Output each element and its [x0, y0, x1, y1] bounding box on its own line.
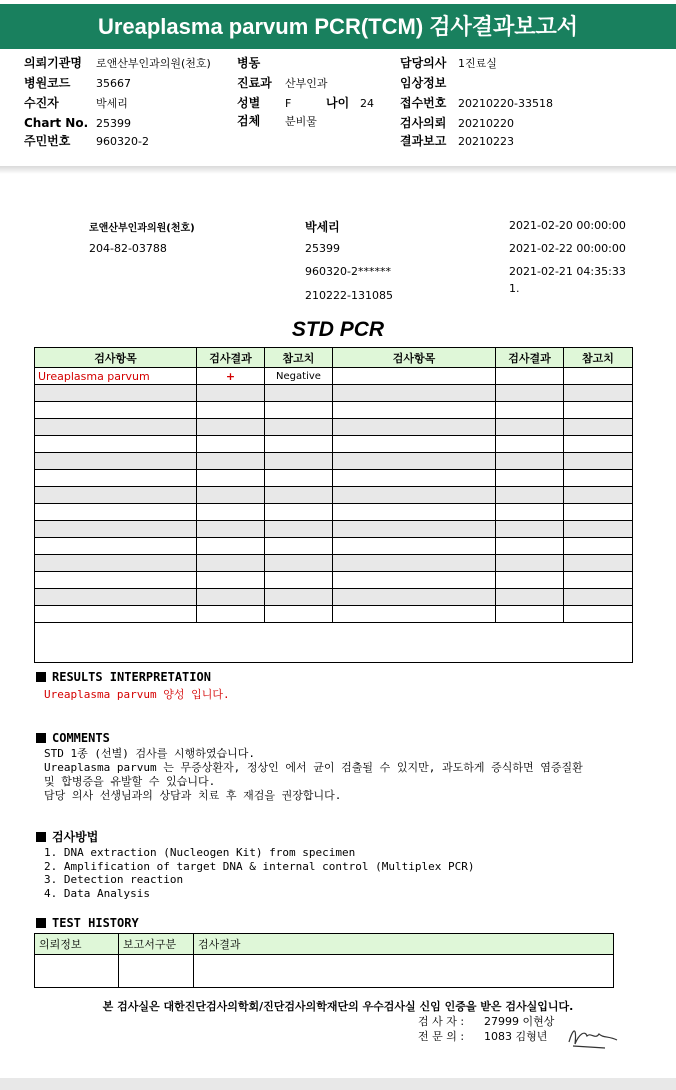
history-table: [34, 933, 614, 988]
column-header: 검사항목: [333, 348, 496, 368]
field-receipt-no: 접수번호 20210220-33518: [400, 96, 553, 110]
date-3: 2021-02-21 04:35:33: [509, 265, 626, 278]
method-heading: 검사방법: [36, 828, 98, 845]
field-doctor: 담당의사 1진료실: [400, 56, 497, 70]
field-rrn: 주민번호 960320-2: [24, 134, 149, 148]
business-number: 204-82-03788: [89, 242, 167, 255]
method-line: 1. DNA extraction (Nucleogen Kit) from specimen: [44, 846, 356, 859]
certification-statement: 본 검사실은 대한진단검사의학회/진단검사의학재단의 우수검사실 신임 인증을 받은 검사실입니다.: [102, 1000, 574, 1013]
signature-icon: [565, 1022, 623, 1050]
column-header: 보고서구분: [119, 934, 194, 955]
table-row: [35, 385, 633, 402]
comment-line: STD 1종 (선별) 검사를 시행하였습니다.: [44, 747, 255, 760]
field-ward: 병동: [237, 56, 261, 70]
date-2: 2021-02-22 00:00:00: [509, 242, 626, 255]
patient-name: 박세리: [305, 220, 340, 234]
patient-rrn: 960320-2******: [305, 265, 391, 278]
method-line: 2. Amplification of target DNA & internal control (Multiplex PCR): [44, 860, 475, 873]
table-row: [35, 623, 633, 663]
table-row: [35, 487, 633, 504]
column-header: 검사결과: [194, 934, 614, 955]
specialist-value: 1083 김형년: [484, 1030, 548, 1043]
table-row: [35, 606, 633, 623]
test-result-cell: +: [197, 368, 265, 385]
column-header: 검사결과: [496, 348, 564, 368]
table-row: [35, 555, 633, 572]
header-divider: [0, 166, 676, 174]
square-bullet-icon: [36, 672, 46, 682]
column-header: 참고치: [265, 348, 333, 368]
comment-line: Ureaplasma parvum 는 무증상환자, 정상인 에서 균이 검출될 수 있지만, 과도하게 증식하면 염증질환: [44, 761, 583, 774]
table-row: [35, 521, 633, 538]
field-sex: 성별 F: [237, 96, 292, 110]
date-1: 2021-02-20 00:00:00: [509, 219, 626, 232]
test-item-cell: [333, 368, 496, 385]
column-header: 참고치: [564, 348, 633, 368]
table-row: [35, 419, 633, 436]
results-text: Ureaplasma parvum 양성 입니다.: [44, 688, 230, 701]
column-header: 검사항목: [35, 348, 197, 368]
table-row: [35, 538, 633, 555]
patient-chart: 25399: [305, 242, 340, 255]
square-bullet-icon: [36, 832, 46, 842]
table-row: [35, 402, 633, 419]
table-row: [35, 436, 633, 453]
history-heading: TEST HISTORY: [36, 916, 139, 930]
column-header: 검사결과: [197, 348, 265, 368]
table-row: [35, 504, 633, 521]
field-patient: 수진자 박세리: [24, 96, 128, 110]
method-line: 3. Detection reaction: [44, 873, 184, 886]
clinic-name: 로앤산부인과의원(천호): [89, 223, 195, 234]
field-clinical-info: 임상정보: [400, 76, 447, 90]
comments-heading: COMMENTS: [36, 731, 110, 745]
field-request-date: 검사의뢰 20210220: [400, 116, 514, 130]
field-department: 진료과 산부인과: [237, 76, 328, 90]
table-header-row: [35, 348, 633, 368]
page-bottom-bar: [0, 1078, 676, 1090]
column-header: 의뢰정보: [35, 934, 119, 955]
specialist-label: 전 문 의 :: [418, 1030, 465, 1043]
reference-cell: [564, 368, 633, 385]
comment-line: 담당 의사 선생님과의 상담과 치료 후 재검을 권장합니다.: [44, 789, 342, 802]
field-report-date: 결과보고 20210223: [400, 134, 514, 148]
tester-label: 검 사 자 :: [418, 1015, 465, 1028]
table-row: [35, 453, 633, 470]
header-info: [0, 49, 676, 169]
history-header-row: [35, 934, 614, 955]
reference-cell: Negative: [265, 368, 333, 385]
comment-line: 및 합병증을 유발할 수 있습니다.: [44, 775, 216, 788]
test-result-cell: [496, 368, 564, 385]
table-row: [35, 572, 633, 589]
field-specimen: 검체 분비물: [237, 114, 317, 128]
test-item-cell: Ureaplasma parvum: [35, 368, 197, 385]
field-hospital-code: 병원코드 35667: [24, 76, 131, 90]
sequence-number: 1.: [509, 282, 520, 295]
method-line: 4. Data Analysis: [44, 887, 150, 900]
tester-value: 27999 이현상: [484, 1015, 555, 1028]
table-row: [35, 368, 633, 385]
field-clinic: 의뢰기관명 로앤산부인과의원(천호): [24, 56, 211, 70]
receipt-number: 210222-131085: [305, 289, 393, 302]
square-bullet-icon: [36, 733, 46, 743]
section-title: STD PCR: [291, 318, 385, 341]
table-row: [35, 470, 633, 487]
result-table: [34, 347, 633, 663]
report-title: Ureaplasma parvum PCR(TCM) 검사결과보고서: [0, 4, 676, 49]
field-age: 나이 24: [326, 96, 374, 110]
results-heading: RESULTS INTERPRETATION: [36, 670, 211, 684]
table-row: [35, 955, 614, 988]
field-chart-no: Chart No. 25399: [24, 116, 131, 130]
square-bullet-icon: [36, 918, 46, 928]
table-row: [35, 589, 633, 606]
